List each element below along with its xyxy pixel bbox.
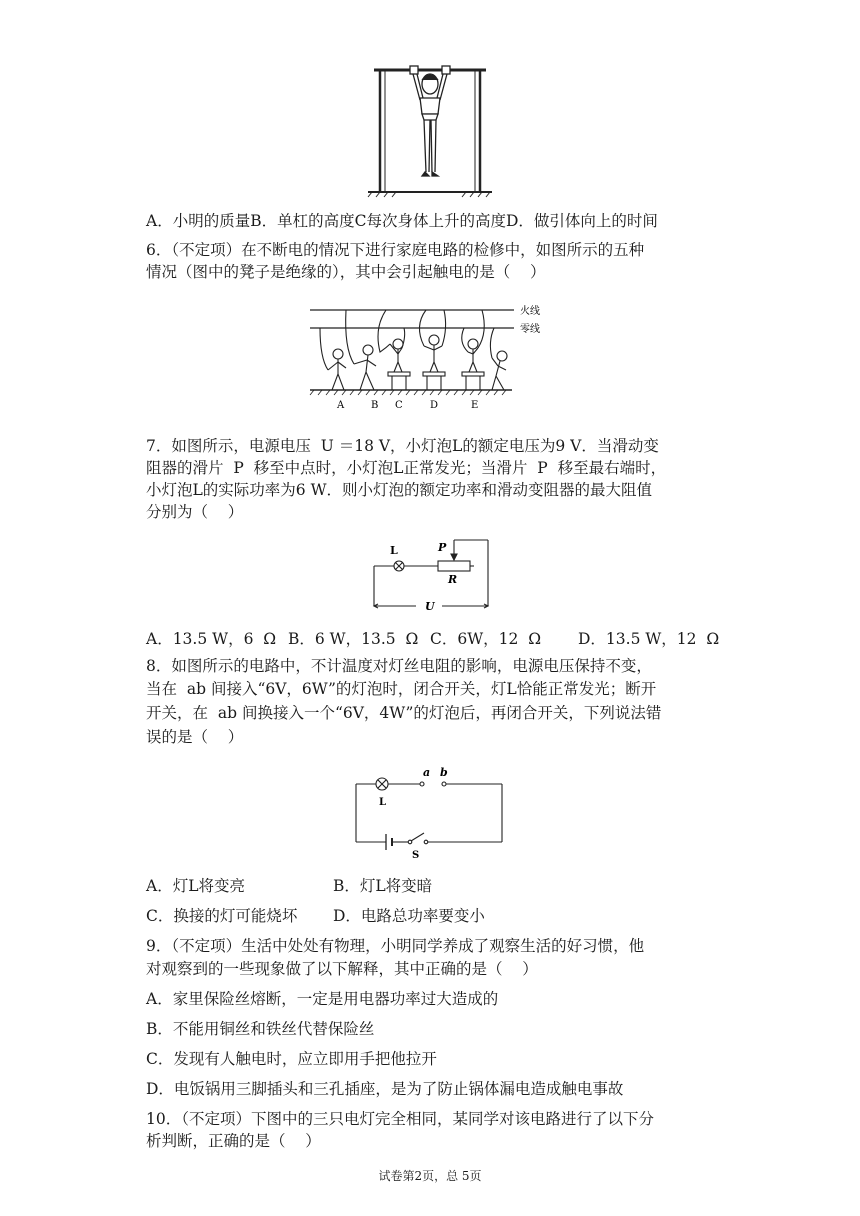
page-footer: 试卷第2页，总 5页 (378, 1169, 482, 1183)
neutral-wire-label: 零线 (520, 324, 540, 335)
q9-text-line2: 对观察到的一些现象做了以下解释，其中正确的是（ ） (146, 960, 538, 978)
q10-text-line1: 10．（不定项）下图中的三只电灯完全相同，某同学对该电路进行了以下分 (146, 1110, 654, 1128)
q10-text-line2: 析判断，正确的是（ ） (146, 1132, 321, 1150)
q8-text-line3: 开关，在 ab 间换接入一个“6V，4W”的灯泡后，再闭合开关，下列说法错 (146, 704, 662, 722)
q8-option-b: B．灯L将变暗 (333, 877, 433, 895)
case-label-b: B (371, 400, 379, 411)
q8-text-line1: 8．如图所示的电路中，不计温度对灯丝电阻的影响，电源电压保持不变， (146, 657, 652, 675)
terminal-a-label: a (423, 766, 431, 779)
q9-option-a: A．家里保险丝熔断，一定是用电器功率过大造成的 (146, 990, 499, 1008)
q7-option-b: B．6 W，13.5 Ω (288, 630, 419, 648)
pullup-figure (366, 62, 494, 198)
household-circuit-figure (306, 298, 560, 414)
q8-option-d: D．电路总功率要变小 (333, 907, 485, 925)
slider-label: P (438, 541, 447, 554)
q9-option-b: B．不能用铜丝和铁丝代替保险丝 (146, 1020, 375, 1038)
q6-text-line2: 情况（图中的凳子是绝缘的），其中会引起触电的是（ ） (146, 263, 546, 281)
q7-text-line2: 阻器的滑片 P 移至中点时，小灯泡L正常发光；当滑片 P 移至最右端时， (146, 459, 667, 477)
q9-option-c: C．发现有人触电时，应立即用手把他拉开 (146, 1050, 437, 1068)
switch-label: S (412, 850, 420, 860)
q8-text-line4: 误的是（ ） (146, 728, 244, 746)
q7-text-line4: 分别为（ ） (146, 503, 244, 521)
q7-text-line1: 7．如图所示，电源电压 U ＝18 V，小灯泡L的额定电压为9 V．当滑动变 (146, 437, 659, 455)
q9-text-line1: 9．（不定项）生活中处处有物理，小明同学养成了观察生活的好习惯，他 (146, 937, 645, 955)
q8-option-a: A．灯L将变亮 (146, 877, 245, 895)
q6-text-line1: 6．（不定项）在不断电的情况下进行家庭电路的检修中，如图所示的五种 (146, 241, 645, 259)
q8-option-c: C．换接的灯可能烧坏 (146, 907, 298, 925)
case-label-e: E (471, 400, 479, 411)
q5-options: A．小明的质量B．单杠的高度C每次身体上升的高度D．做引体向上的时间 (146, 212, 658, 230)
lamp-l-label: L (379, 797, 387, 808)
case-label-a: A (337, 400, 345, 411)
resistor-label: R (448, 573, 458, 586)
terminal-b-label: b (440, 766, 448, 779)
q7-option-d: D．13.5 W，12 Ω (578, 630, 720, 648)
voltage-label: U (425, 600, 435, 613)
case-label-c: C (395, 400, 403, 411)
q8-text-line2: 当在 ab 间接入“6V，6W”的灯泡时，闭合开关，灯L恰能正常发光；断开 (146, 680, 657, 698)
case-label-d: D (430, 400, 439, 411)
ab-circuit-figure (352, 762, 508, 860)
lamp-label: L (390, 544, 398, 557)
live-wire-label: 火线 (520, 306, 540, 317)
rheostat-circuit-figure (370, 534, 492, 614)
q7-option-a: A．13.5 W，6 Ω (146, 630, 277, 648)
q7-option-c: C．6W，12 Ω (430, 630, 542, 648)
q9-option-d: D．电饭锅用三脚插头和三孔插座，是为了防止锅体漏电造成触电事故 (146, 1080, 624, 1098)
q7-text-line3: 小灯泡L的实际功率为6 W．则小灯泡的额定功率和滑动变阻器的最大阻值 (146, 481, 653, 499)
